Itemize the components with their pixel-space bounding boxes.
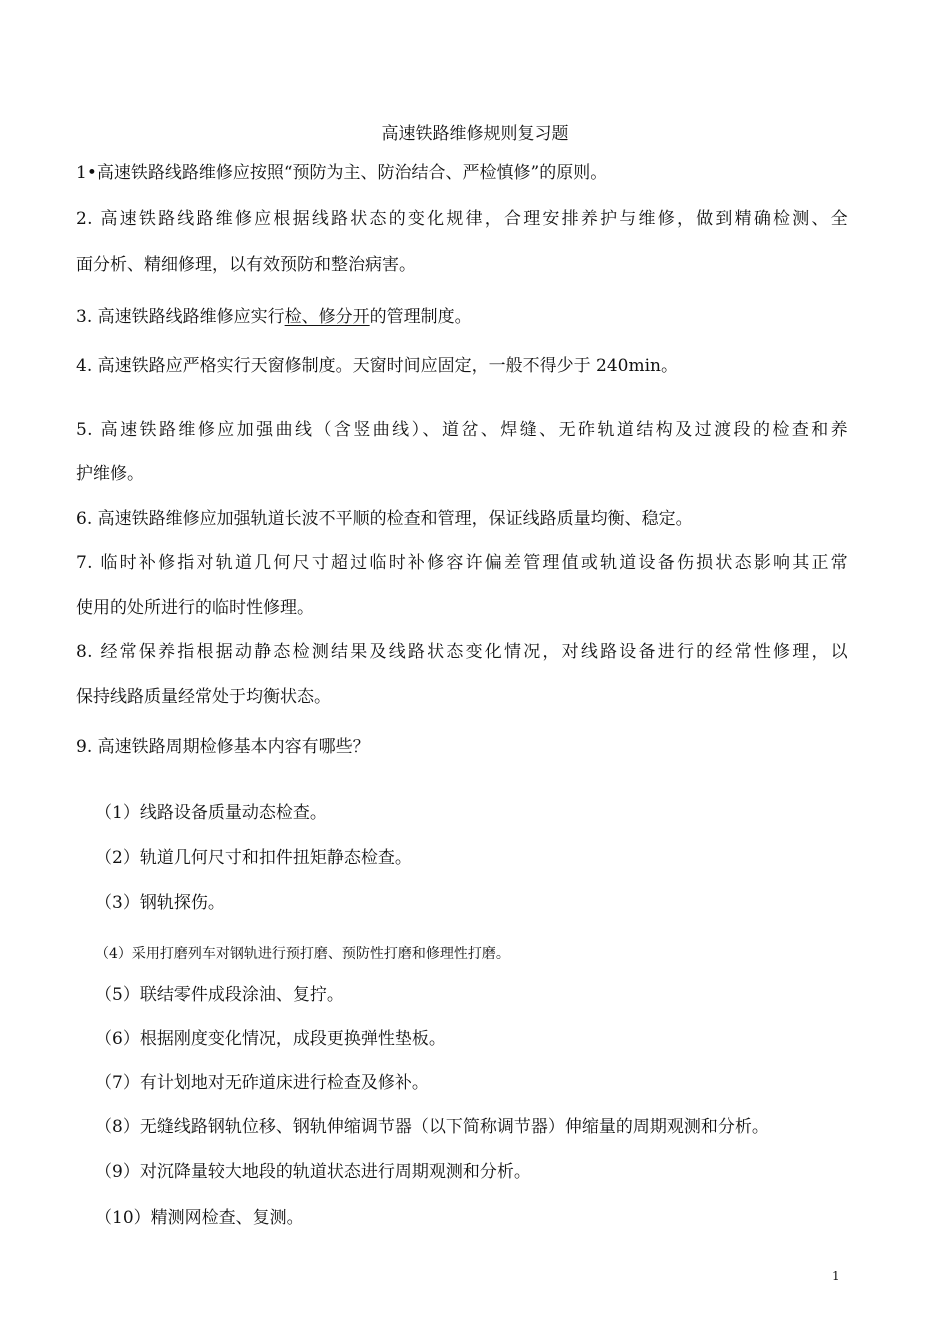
question-8-line-2: 保持线路质量经常处于均衡状态。 <box>76 687 331 707</box>
sub-item-10: （10）精测网检查、复测。 <box>95 1208 304 1228</box>
question-5-line-2: 护维修。 <box>76 464 144 484</box>
document-title: 高速铁路维修规则复习题 <box>381 124 569 144</box>
page-number: 1 <box>832 1269 840 1283</box>
sub-item-4: （4）采用打磨列车对钢轨进行预打磨、预防性打磨和修理性打磨。 <box>95 946 510 962</box>
sub-item-6: （6）根据刚度变化情况，成段更换弹性垫板。 <box>95 1029 446 1049</box>
question-1: 1•高速铁路线路维修应按照“预防为主、防治结合、严检慎修”的原则。 <box>76 163 608 183</box>
question-8-line-1: 8. 经常保养指根据动静态检测结果及线路状态变化情况，对线路设备进行的经常性修理，以 <box>76 642 848 662</box>
question-3-underlined-text: 检、修分开 <box>284 307 370 327</box>
sub-item-8: （8）无缝线路钢轨位移、钢轨伸缩调节器（以下简称调节器）伸缩量的周期观测和分析。 <box>95 1117 769 1137</box>
question-5-line-1: 5. 高速铁路维修应加强曲线（含竖曲线）、道岔、焊缝、无砟轨道结构及过渡段的检查和养 <box>76 420 848 440</box>
sub-item-3: （3）钢轨探伤。 <box>95 893 225 913</box>
question-7-line-1: 7. 临时补修指对轨道几何尺寸超过临时补修容许偏差管理值或轨道设备伤损状态影响其正常 <box>76 553 848 573</box>
sub-item-1: （1）线路设备质量动态检查。 <box>95 803 327 823</box>
question-3-text-after: 的管理制度。 <box>369 307 472 327</box>
question-7-line-2: 使用的处所进行的临时性修理。 <box>76 598 314 618</box>
question-3 <box>76 305 472 329</box>
question-9: 9. 高速铁路周期检修基本内容有哪些？ <box>76 737 370 757</box>
sub-item-7: （7）有计划地对无砟道床进行检查及修补。 <box>95 1073 429 1093</box>
question-6: 6. 高速铁路维修应加强轨道长波不平顺的检查和管理，保证线路质量均衡、稳定。 <box>76 509 693 529</box>
question-2-line-2: 面分析、精细修理，以有效预防和整治病害。 <box>76 255 416 275</box>
question-4: 4. 高速铁路应严格实行天窗修制度。天窗时间应固定，一般不得少于 240min。 <box>76 356 678 376</box>
question-2-line-1: 2. 高速铁路线路维修应根据线路状态的变化规律，合理安排养护与维修，做到精确检测、全 <box>76 209 848 229</box>
sub-item-2: （2）轨道几何尺寸和扣件扭矩静态检查。 <box>95 848 412 868</box>
sub-item-5: （5）联结零件成段涂油、复拧。 <box>95 985 344 1005</box>
sub-item-9: （9）对沉降量较大地段的轨道状态进行周期观测和分析。 <box>95 1162 531 1182</box>
question-3-text-before: 3. 高速铁路线路维修应实行 <box>76 307 285 327</box>
